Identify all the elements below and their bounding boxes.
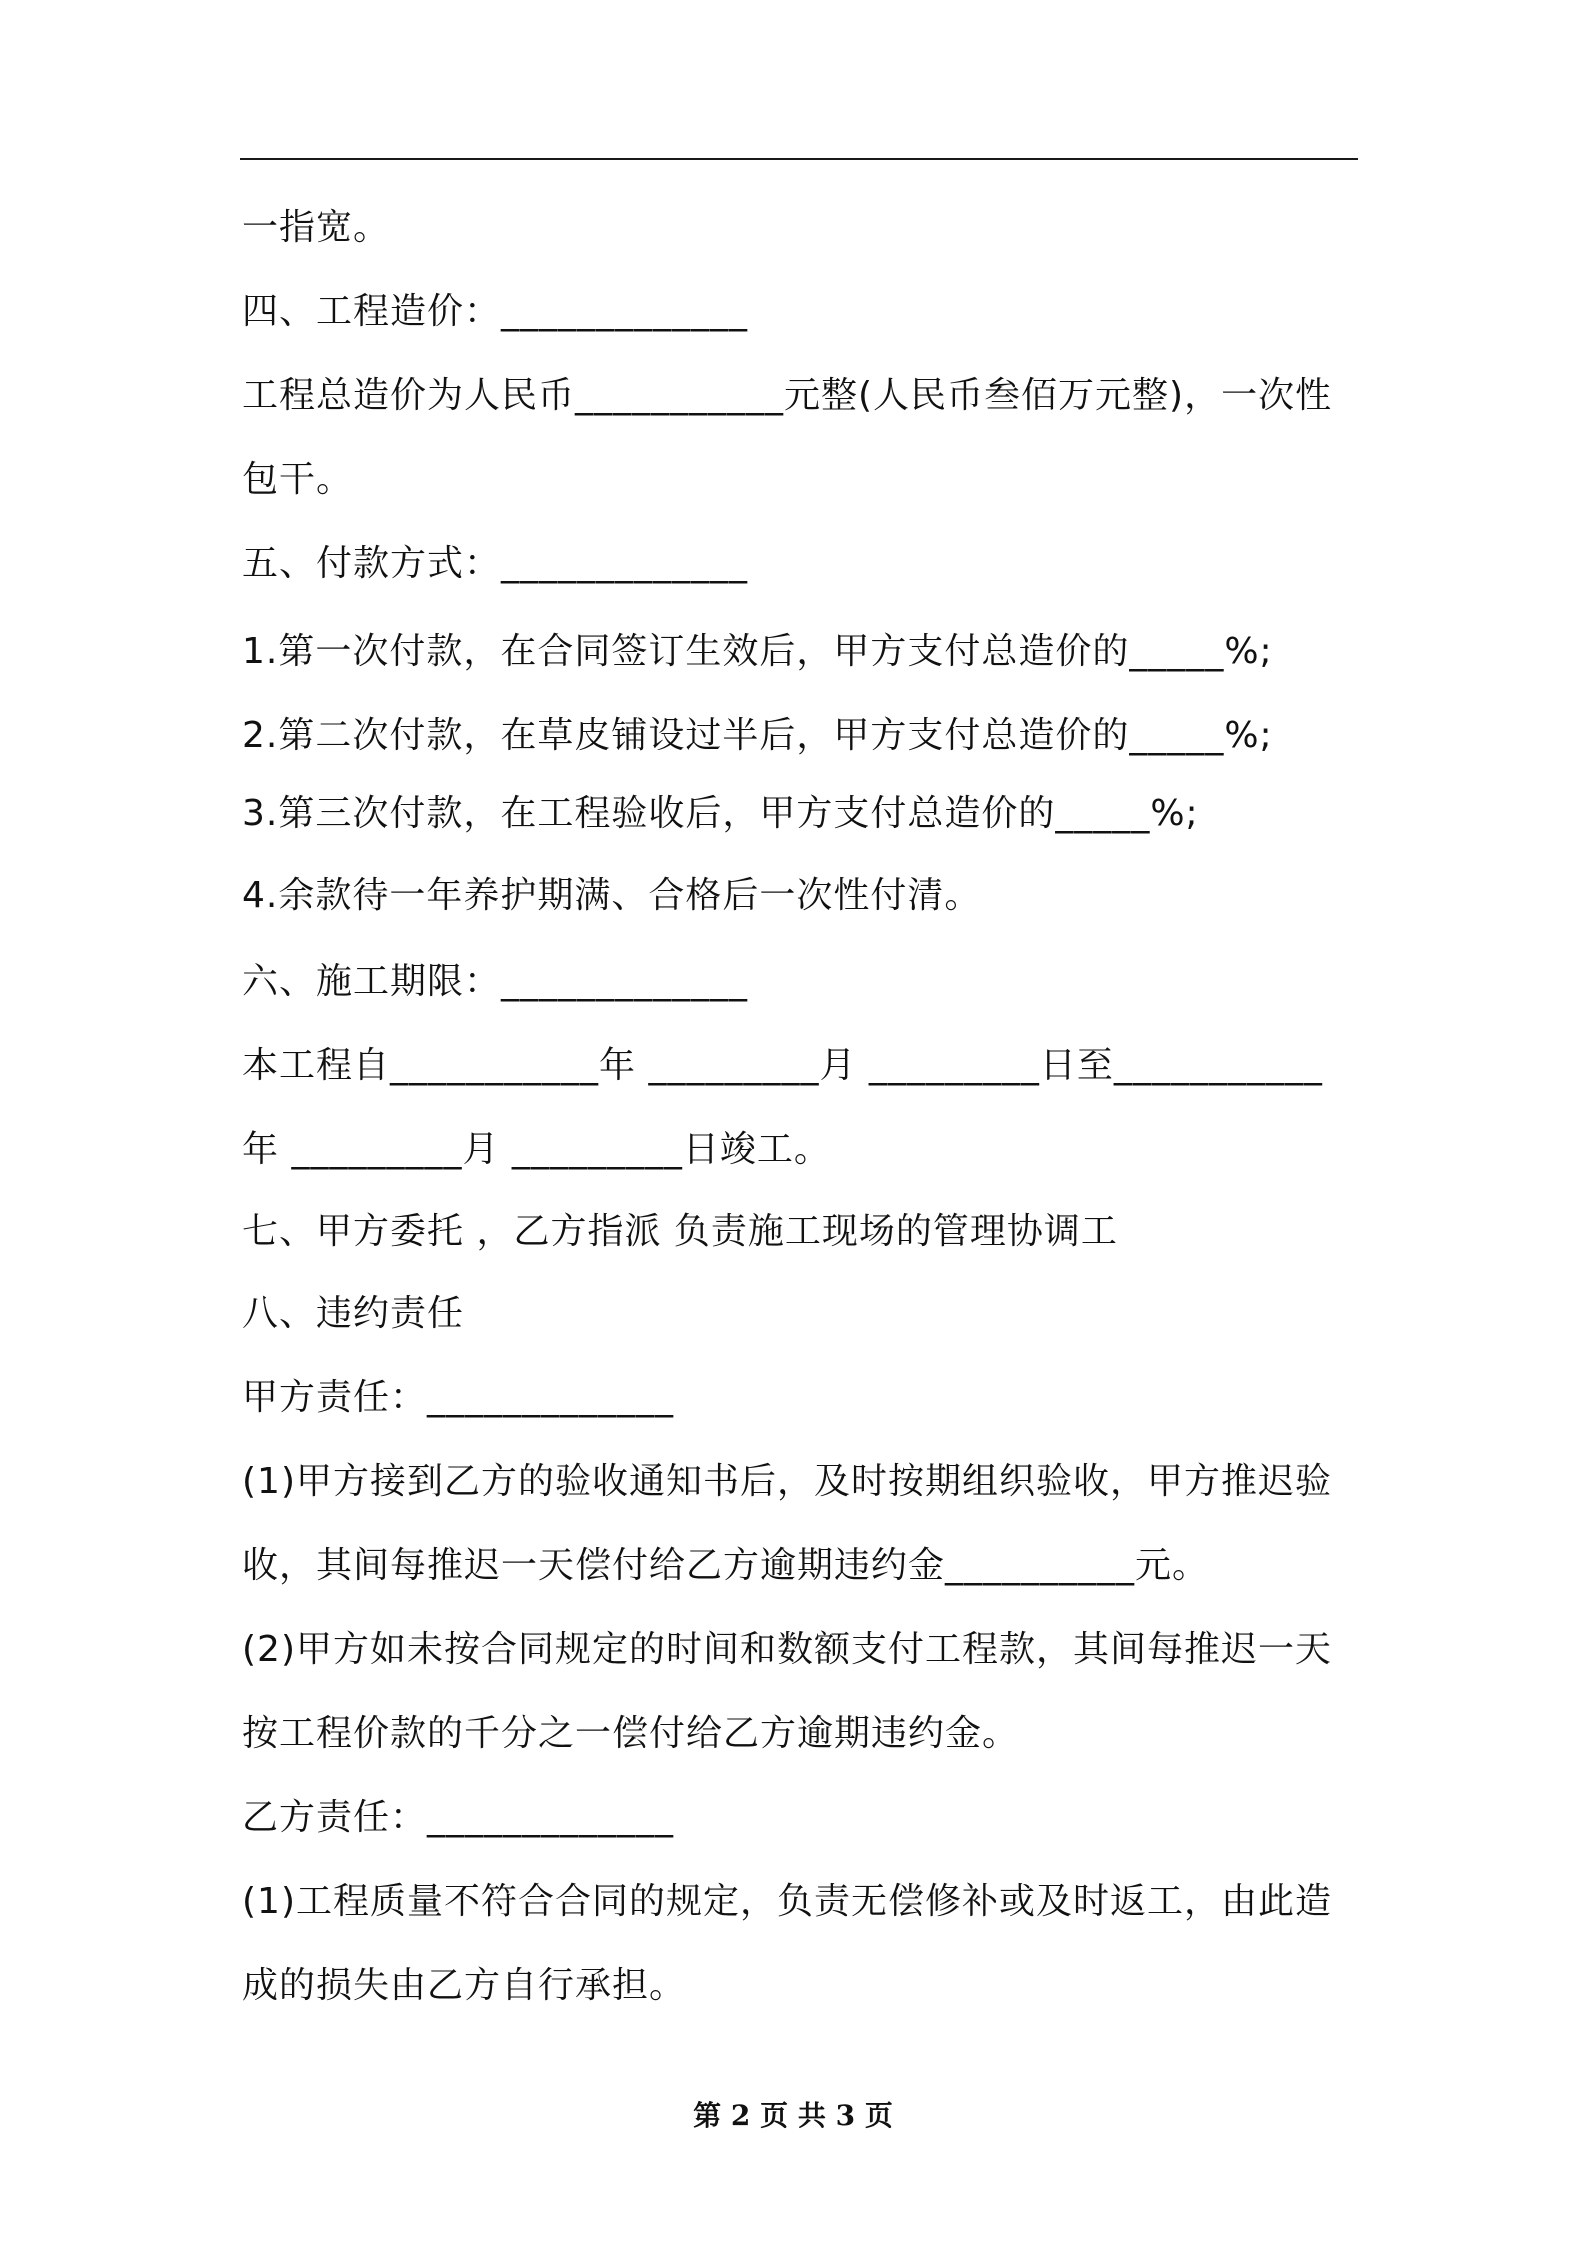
text-line: (1)工程质量不符合合同的规定，负责无偿修补或及时返工，由此造 [242,1881,1332,1922]
payment-item: 2.第二次付款，在草皮铺设过半后，甲方支付总造价的_____%; [242,715,1273,756]
text-line: 年 _________月 _________日竣工。 [242,1129,831,1170]
section-heading-schedule: 六、施工期限：_____________ [242,961,749,1002]
text-line: 一指宽。 [242,207,391,248]
section-heading-liability: 八、违约责任 [242,1293,465,1334]
text-line: (2)甲方如未按合同规定的时间和数额支付工程款，其间每推迟一天 [242,1629,1332,1670]
text-line: 本工程自___________年 _________月 _________日至___________ [242,1045,1323,1086]
text-line: 收，其间每推迟一天偿付给乙方逾期违约金__________元。 [242,1545,1210,1586]
payment-item: 3.第三次付款，在工程验收后，甲方支付总造价的_____%; [242,793,1199,834]
page-number: 第 2 页 共 3 页 [693,2099,893,2132]
party-a-heading: 甲方责任：_____________ [242,1377,675,1418]
section-heading-cost: 四、工程造价：_____________ [242,291,749,332]
party-b-heading: 乙方责任：_____________ [242,1797,675,1838]
section-heading-delegation: 七、甲方委托 ，乙方指派 负责施工现场的管理协调工 [242,1211,1118,1252]
text-line: 成的损失由乙方自行承担。 [242,1965,687,2006]
payment-item: 4.余款待一年养护期满、合格后一次性付清。 [242,875,982,916]
payment-item: 1.第一次付款，在合同签订生效后，甲方支付总造价的_____%; [242,631,1273,672]
text-line: (1)甲方接到乙方的验收通知书后，及时按期组织验收，甲方推迟验 [242,1461,1332,1502]
text-line: 包干。 [242,459,354,500]
text-line: 按工程价款的千分之一偿付给乙方逾期违约金。 [242,1713,1020,1754]
section-heading-payment: 五、付款方式：_____________ [242,543,749,584]
text-line: 工程总造价为人民币___________元整(人民币叁佰万元整)，一次性 [242,375,1333,416]
